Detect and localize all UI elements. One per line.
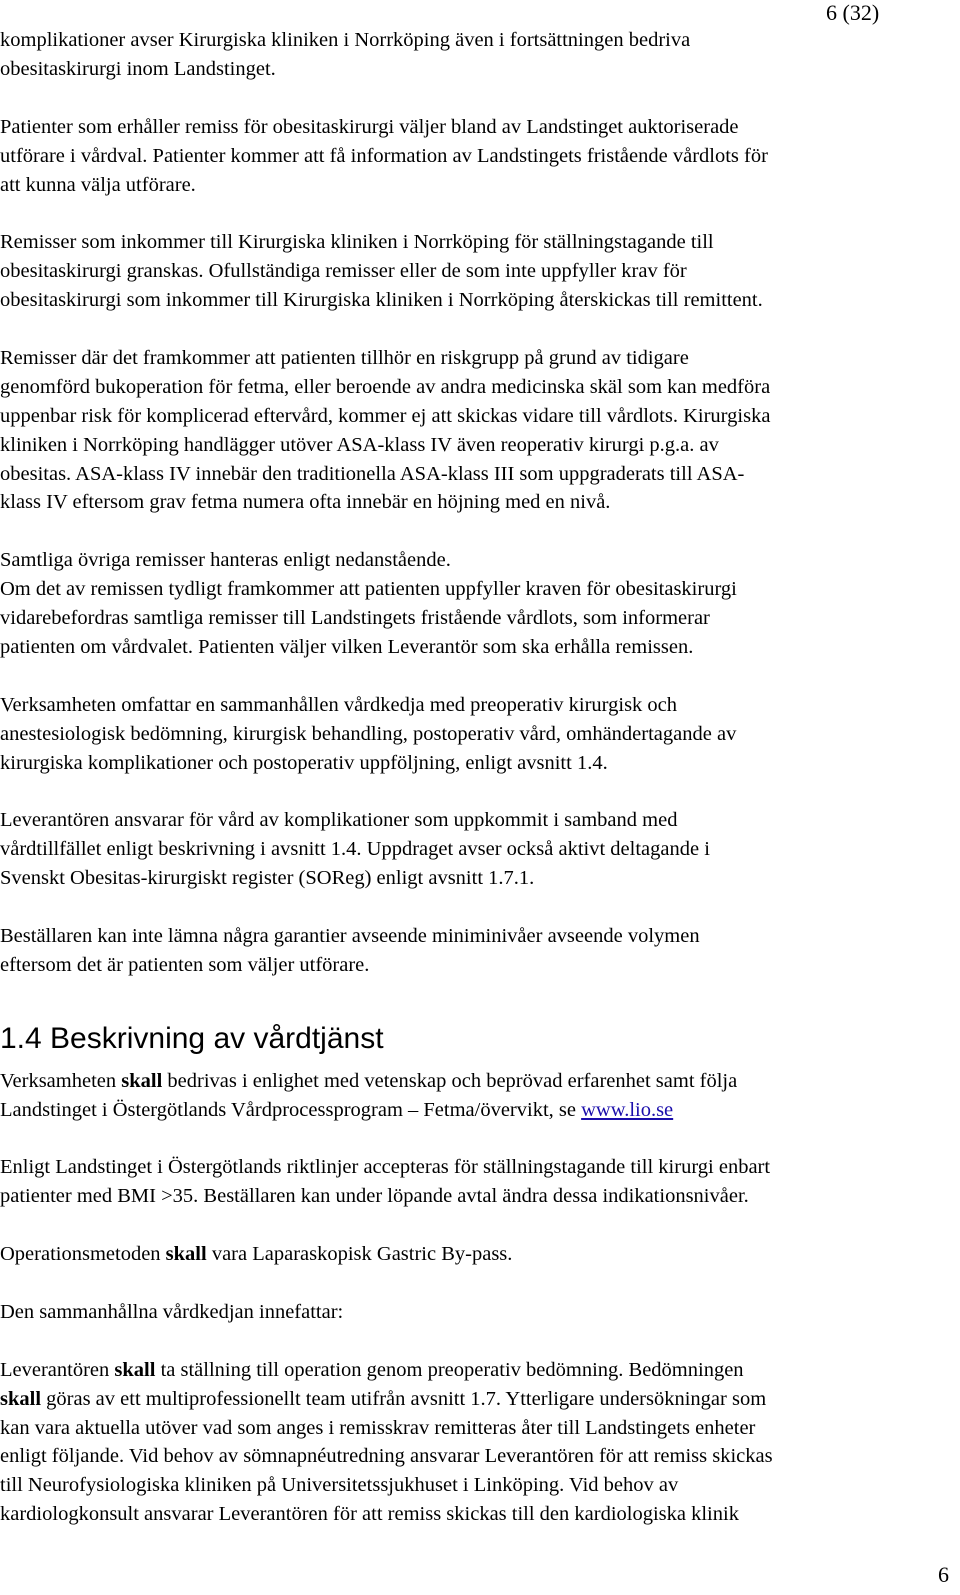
text-line: eftersom det är patienten som väljer utförare. <box>0 953 370 976</box>
section-heading: 1.4 Beskrivning av vårdtjänst <box>0 1021 384 1055</box>
text-fragment: ta ställning till operation genom preoperativ bedömning. Bedömningen <box>155 1358 744 1381</box>
text-fragment: vara Laparaskopisk Gastric By-pass. <box>206 1243 513 1266</box>
text-line: till Neurofysiologiska kliniken på Universitetssjukhuset i Linköping. Vid behov av <box>0 1474 679 1497</box>
text-fragment: göras av ett multiprofessionellt team utifrån avsnitt 1.7. Ytterligare undersökningar som <box>41 1387 767 1410</box>
paragraph-bmi-guidelines <box>0 1153 960 1211</box>
text-line: Samtliga övriga remisser hanteras enligt nedanstående. <box>0 549 451 572</box>
emphasis-skall: skall <box>165 1243 207 1266</box>
paragraph-other-referrals <box>0 546 960 662</box>
text-line: Remisser som inkommer till Kirurgiska kliniken i Norrköping för ställningstagande till <box>0 231 714 254</box>
text-line: obesitaskirurgi granskas. Ofullständiga remisser eller de som inte uppfyller krav för <box>0 260 687 283</box>
document-body <box>0 26 960 1529</box>
page-number: 6 (32) <box>826 0 880 25</box>
text-line: klass IV eftersom grav fetma numera ofta innebär en höjning med en nivå. <box>0 491 611 514</box>
paragraph-risk-group <box>0 344 960 517</box>
paragraph-preoperative-assessment <box>0 1356 960 1529</box>
paragraph-referral-review <box>0 228 960 315</box>
paragraph-science-based <box>0 1067 960 1125</box>
paragraph-care-chain <box>0 691 960 778</box>
text-line: enligt följande. Vid behov av sömnapnéutredning ansvarar Leverantören för att remiss skickas <box>0 1445 773 1468</box>
text-line: Beställaren kan inte lämna några garantier avseende miniminivåer avseende volymen <box>0 924 700 947</box>
text-line: att kunna välja utförare. <box>0 173 196 196</box>
text-line: obesitaskirurgi inom Landstinget. <box>0 57 276 80</box>
text-line: genomförd bukoperation för fetma, eller beroende av andra medicinska skäl som kan medföra <box>0 375 771 398</box>
text-line: uppenbar risk för komplicerad eftervård, kommer ej att skickas vidare till vårdlots. Kirurgiska <box>0 404 771 427</box>
text-fragment: Operationsmetoden <box>0 1243 166 1266</box>
text-line: anestesiologisk bedömning, kirurgisk behandling, postoperativ vård, omhändertagande av <box>0 722 737 745</box>
text-fragment: bedrivas i enlighet med vetenskap och beprövad erfarenhet samt följa <box>162 1069 738 1092</box>
text-line: Om det av remissen tydligt framkommer att patienten uppfyller kraven för obesitaskirurgi <box>0 578 737 601</box>
text-line: patienter med BMI >35. Beställaren kan under löpande avtal ändra dessa indikationsnivåer. <box>0 1185 749 1208</box>
lio-link[interactable]: www.lio.se <box>581 1098 674 1121</box>
text-line: utförare i vårdval. Patienter kommer att få information av Landstingets fristående vårdlots för <box>0 144 768 167</box>
text-fragment: Leverantören <box>0 1358 115 1381</box>
text-line: Den sammanhållna vårdkedjan innefattar: <box>0 1300 344 1323</box>
paragraph-volume-guarantee <box>0 922 960 980</box>
text-line: Svenskt Obesitas-kirurgiskt register (SOReg) enligt avsnitt 1.7.1. <box>0 867 535 890</box>
emphasis-skall: skall <box>0 1387 42 1410</box>
text-line: kirurgiska komplikationer och postoperativ uppföljning, enligt avsnitt 1.4. <box>0 751 608 774</box>
paragraph-operation-method <box>0 1240 960 1269</box>
text-fragment: Landstinget i Östergötlands Vårdprocessprogram – Fetma/övervikt, se <box>0 1098 582 1121</box>
emphasis-skall: skall <box>121 1069 163 1092</box>
text-fragment: Verksamheten <box>0 1069 122 1092</box>
text-line: obesitaskirurgi som inkommer till Kirurgiska kliniken i Norrköping återskickas till remittent. <box>0 289 763 312</box>
text-line: Enligt Landstinget i Östergötlands riktlinjer accepteras för ställningstagande till kirurgi enbart <box>0 1156 771 1179</box>
text-line: kardiologkonsult ansvarar Leverantören för att remiss skickas till den kardiologiska klinik <box>0 1503 739 1526</box>
text-line: Remisser där det framkommer att patienten tillhör en riskgrupp på grund av tidigare <box>0 346 689 369</box>
paragraph-supplier-responsibility <box>0 806 960 893</box>
text-line: patienten om vårdvalet. Patienten väljer vilken Leverantör som ska erhålla remissen. <box>0 635 694 658</box>
footer-page-number: 6 <box>938 1562 949 1587</box>
paragraph-care-chain-includes <box>0 1298 960 1327</box>
emphasis-skall: skall <box>114 1358 156 1381</box>
text-line: Verksamheten omfattar en sammanhållen vårdkedja med preoperativ kirurgisk och <box>0 693 678 716</box>
text-line: obesitas. ASA-klass IV innebär den traditionella ASA-klass III som uppgraderats till ASA- <box>0 462 745 485</box>
text-line: vidarebefordras samtliga remisser till Landstingets fristående vårdlots, som informerar <box>0 607 710 630</box>
text-line: Leverantören ansvarar för vård av komplikationer som uppkommit i samband med <box>0 809 678 832</box>
paragraph-complications <box>0 26 960 84</box>
text-line: komplikationer avser Kirurgiska kliniken i Norrköping även i fortsättningen bedriva <box>0 29 691 51</box>
text-line: kan vara aktuella utöver vad som anges i remisskrav remitteras åter till Landstingets enheter <box>0 1416 756 1439</box>
text-line: kliniken i Norrköping handlägger utöver ASA-klass IV även reoperativ kirurgi p.g.a. av <box>0 433 719 456</box>
text-line: vårdtillfället enligt beskrivning i avsnitt 1.4. Uppdraget avser också aktivt deltagande i <box>0 838 710 861</box>
text-line: Patienter som erhåller remiss för obesitaskirurgi väljer bland av Landstinget auktoriserade <box>0 115 739 138</box>
paragraph-patient-referral <box>0 113 960 200</box>
